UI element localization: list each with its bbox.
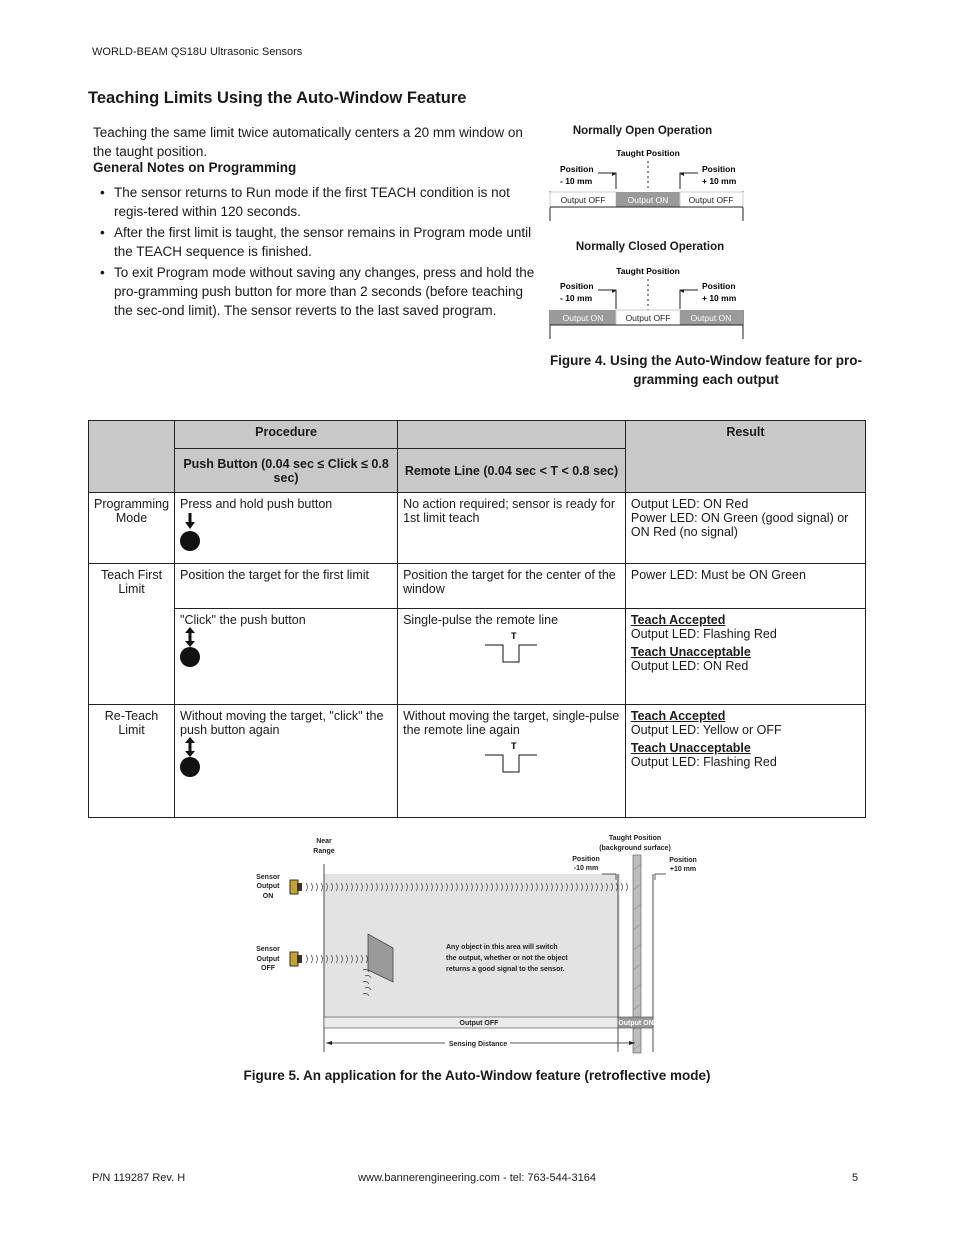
svg-text:Output OFF: Output OFF: [688, 195, 734, 205]
svg-text:Taught Position: Taught Position: [616, 266, 680, 276]
svg-text:Taught Position: Taught Position: [608, 835, 662, 842]
intro-paragraph: Teaching the same limit twice automatically centers a 20 mm window on the taught position.: [93, 125, 523, 159]
svg-text:Sensing Distance: Sensing Distance: [448, 1041, 508, 1048]
remote-line-header: Remote Line (0.04 sec < T < 0.8 sec): [398, 449, 626, 493]
result-cell: Teach Accepted Output LED: Yellow or OFF Teach Unacceptable Output LED: Flashing Red: [625, 705, 865, 818]
procedure-table: [88, 420, 866, 818]
svg-text:Position: Position: [560, 281, 594, 291]
svg-text:Output OFF: Output OFF: [560, 195, 606, 205]
push-cell: Without moving the target, "click" the push button again: [175, 705, 398, 818]
footer-part-number: P/N 119287 Rev. H: [92, 1172, 186, 1184]
svg-text:ON: ON: [262, 893, 274, 900]
push-cell: Press and hold push button: [175, 493, 398, 564]
click-button-icon: [180, 737, 204, 777]
svg-text:+ 10 mm: + 10 mm: [702, 293, 737, 303]
header-blank: [89, 421, 175, 493]
svg-text:- 10 mm: - 10 mm: [560, 176, 593, 186]
notes-heading: General Notes on Programming: [93, 160, 297, 175]
svg-text:T: T: [511, 631, 517, 641]
figure5-caption: Figure 5. An application for the Auto-Window feature (retroflective mode): [243, 1068, 711, 1083]
svg-text:Position: Position: [560, 164, 594, 174]
svg-text:Position: Position: [702, 281, 736, 291]
svg-text:Output ON: Output ON: [690, 313, 732, 323]
note-item: • To exit Program mode without saving any changes, press and hold the pro-gramming push button for more than 2 seconds (before teaching the sec-ond limit). The sensor reverts to the last saved program.: [100, 263, 545, 320]
svg-text:Output ON: Output ON: [618, 1020, 654, 1027]
click-button-icon: [180, 627, 204, 667]
svg-text:Range: Range: [313, 848, 335, 855]
svg-text:- 10 mm: - 10 mm: [560, 293, 593, 303]
svg-text:the output, whether or not the: the output, whether or not the object: [446, 955, 568, 962]
svg-text:Output OFF: Output OFF: [625, 313, 671, 323]
svg-text:Any object in this area will s: Any object in this area will switch: [446, 944, 558, 951]
svg-text:Position: Position: [702, 164, 736, 174]
svg-text:OFF: OFF: [261, 965, 275, 972]
svg-text:Near: Near: [316, 838, 332, 845]
svg-text:T: T: [511, 741, 517, 751]
running-header: WORLD-BEAM QS18U Ultrasonic Sensors: [92, 46, 303, 58]
svg-text:returns a good signal to the s: returns a good signal to the sensor.: [446, 966, 565, 973]
svg-text:Output: Output: [256, 956, 280, 963]
notes-list: [100, 183, 545, 322]
remote-cell: Single-pulse the remote line T: [398, 609, 626, 705]
note-item: • After the first limit is taught, the sensor remains in Program mode until the TEACH sequence is finished.: [100, 223, 545, 261]
note-item: • The sensor returns to Run mode if the first TEACH condition is not regis-tered within 120 seconds.: [100, 183, 545, 221]
result-cell: Teach Accepted Output LED: Flashing Red Teach Unacceptable Output LED: ON Red: [625, 609, 865, 705]
svg-text:Output ON: Output ON: [562, 313, 604, 323]
fig4-no-diagram: [548, 143, 748, 223]
step-teach-first-limit: Teach First Limit: [89, 564, 175, 705]
svg-text:Taught Position: Taught Position: [616, 148, 680, 158]
remote-cell: Without moving the target, single-pulse the remote line again T: [398, 705, 626, 818]
svg-text:+10 mm: +10 mm: [669, 866, 697, 873]
fig4-no-title: Normally Open Operation: [572, 125, 713, 137]
svg-text:Position: Position: [572, 856, 600, 863]
figure5-diagram: [250, 830, 710, 1058]
section-title: Teaching Limits Using the Auto-Window Feature: [88, 89, 467, 107]
figure4-caption: Figure 4. Using the Auto-Window feature for pro- gramming each output: [549, 353, 863, 387]
svg-text:Sensor: Sensor: [256, 946, 280, 953]
fig4-nc-title: Normally Closed Operation: [575, 241, 725, 253]
svg-text:Output ON: Output ON: [627, 195, 669, 205]
svg-text:Sensor: Sensor: [256, 874, 280, 881]
procedure-header: Procedure: [175, 421, 398, 449]
step-programming-mode: Programming Mode: [89, 493, 175, 564]
push-cell: "Click" the push button: [175, 609, 398, 705]
remote-cell: No action required; sensor is ready for 1st limit teach: [398, 493, 626, 564]
pulse-diagram-icon: [403, 737, 603, 777]
svg-text:Output OFF: Output OFF: [459, 1020, 499, 1027]
push-button-header: Push Button (0.04 sec ≤ Click ≤ 0.8 sec): [175, 449, 398, 493]
page-number: 5: [852, 1172, 859, 1184]
pulse-diagram-icon: [403, 627, 603, 667]
svg-text:Position: Position: [669, 857, 697, 864]
result-cell: Output LED: ON Red Power LED: ON Green (good signal) or ON Red (no signal): [625, 493, 865, 564]
footer-website: www.bannerengineering.com - tel: 763-544-3164: [358, 1172, 596, 1184]
svg-text:Output: Output: [256, 883, 280, 890]
svg-text:-10 mm: -10 mm: [573, 865, 599, 872]
result-header: Result: [625, 421, 865, 493]
svg-text:(background surface): (background surface): [599, 845, 671, 852]
fig4-nc-diagram: [548, 261, 748, 341]
remote-cell: Position the target for the center of the window: [398, 564, 626, 609]
press-hold-button-icon: [180, 511, 204, 551]
svg-text:+ 10 mm: + 10 mm: [702, 176, 737, 186]
result-cell: Power LED: Must be ON Green: [625, 564, 865, 609]
push-cell: Position the target for the first limit: [175, 564, 398, 609]
step-re-teach-limit: Re-Teach Limit: [89, 705, 175, 818]
